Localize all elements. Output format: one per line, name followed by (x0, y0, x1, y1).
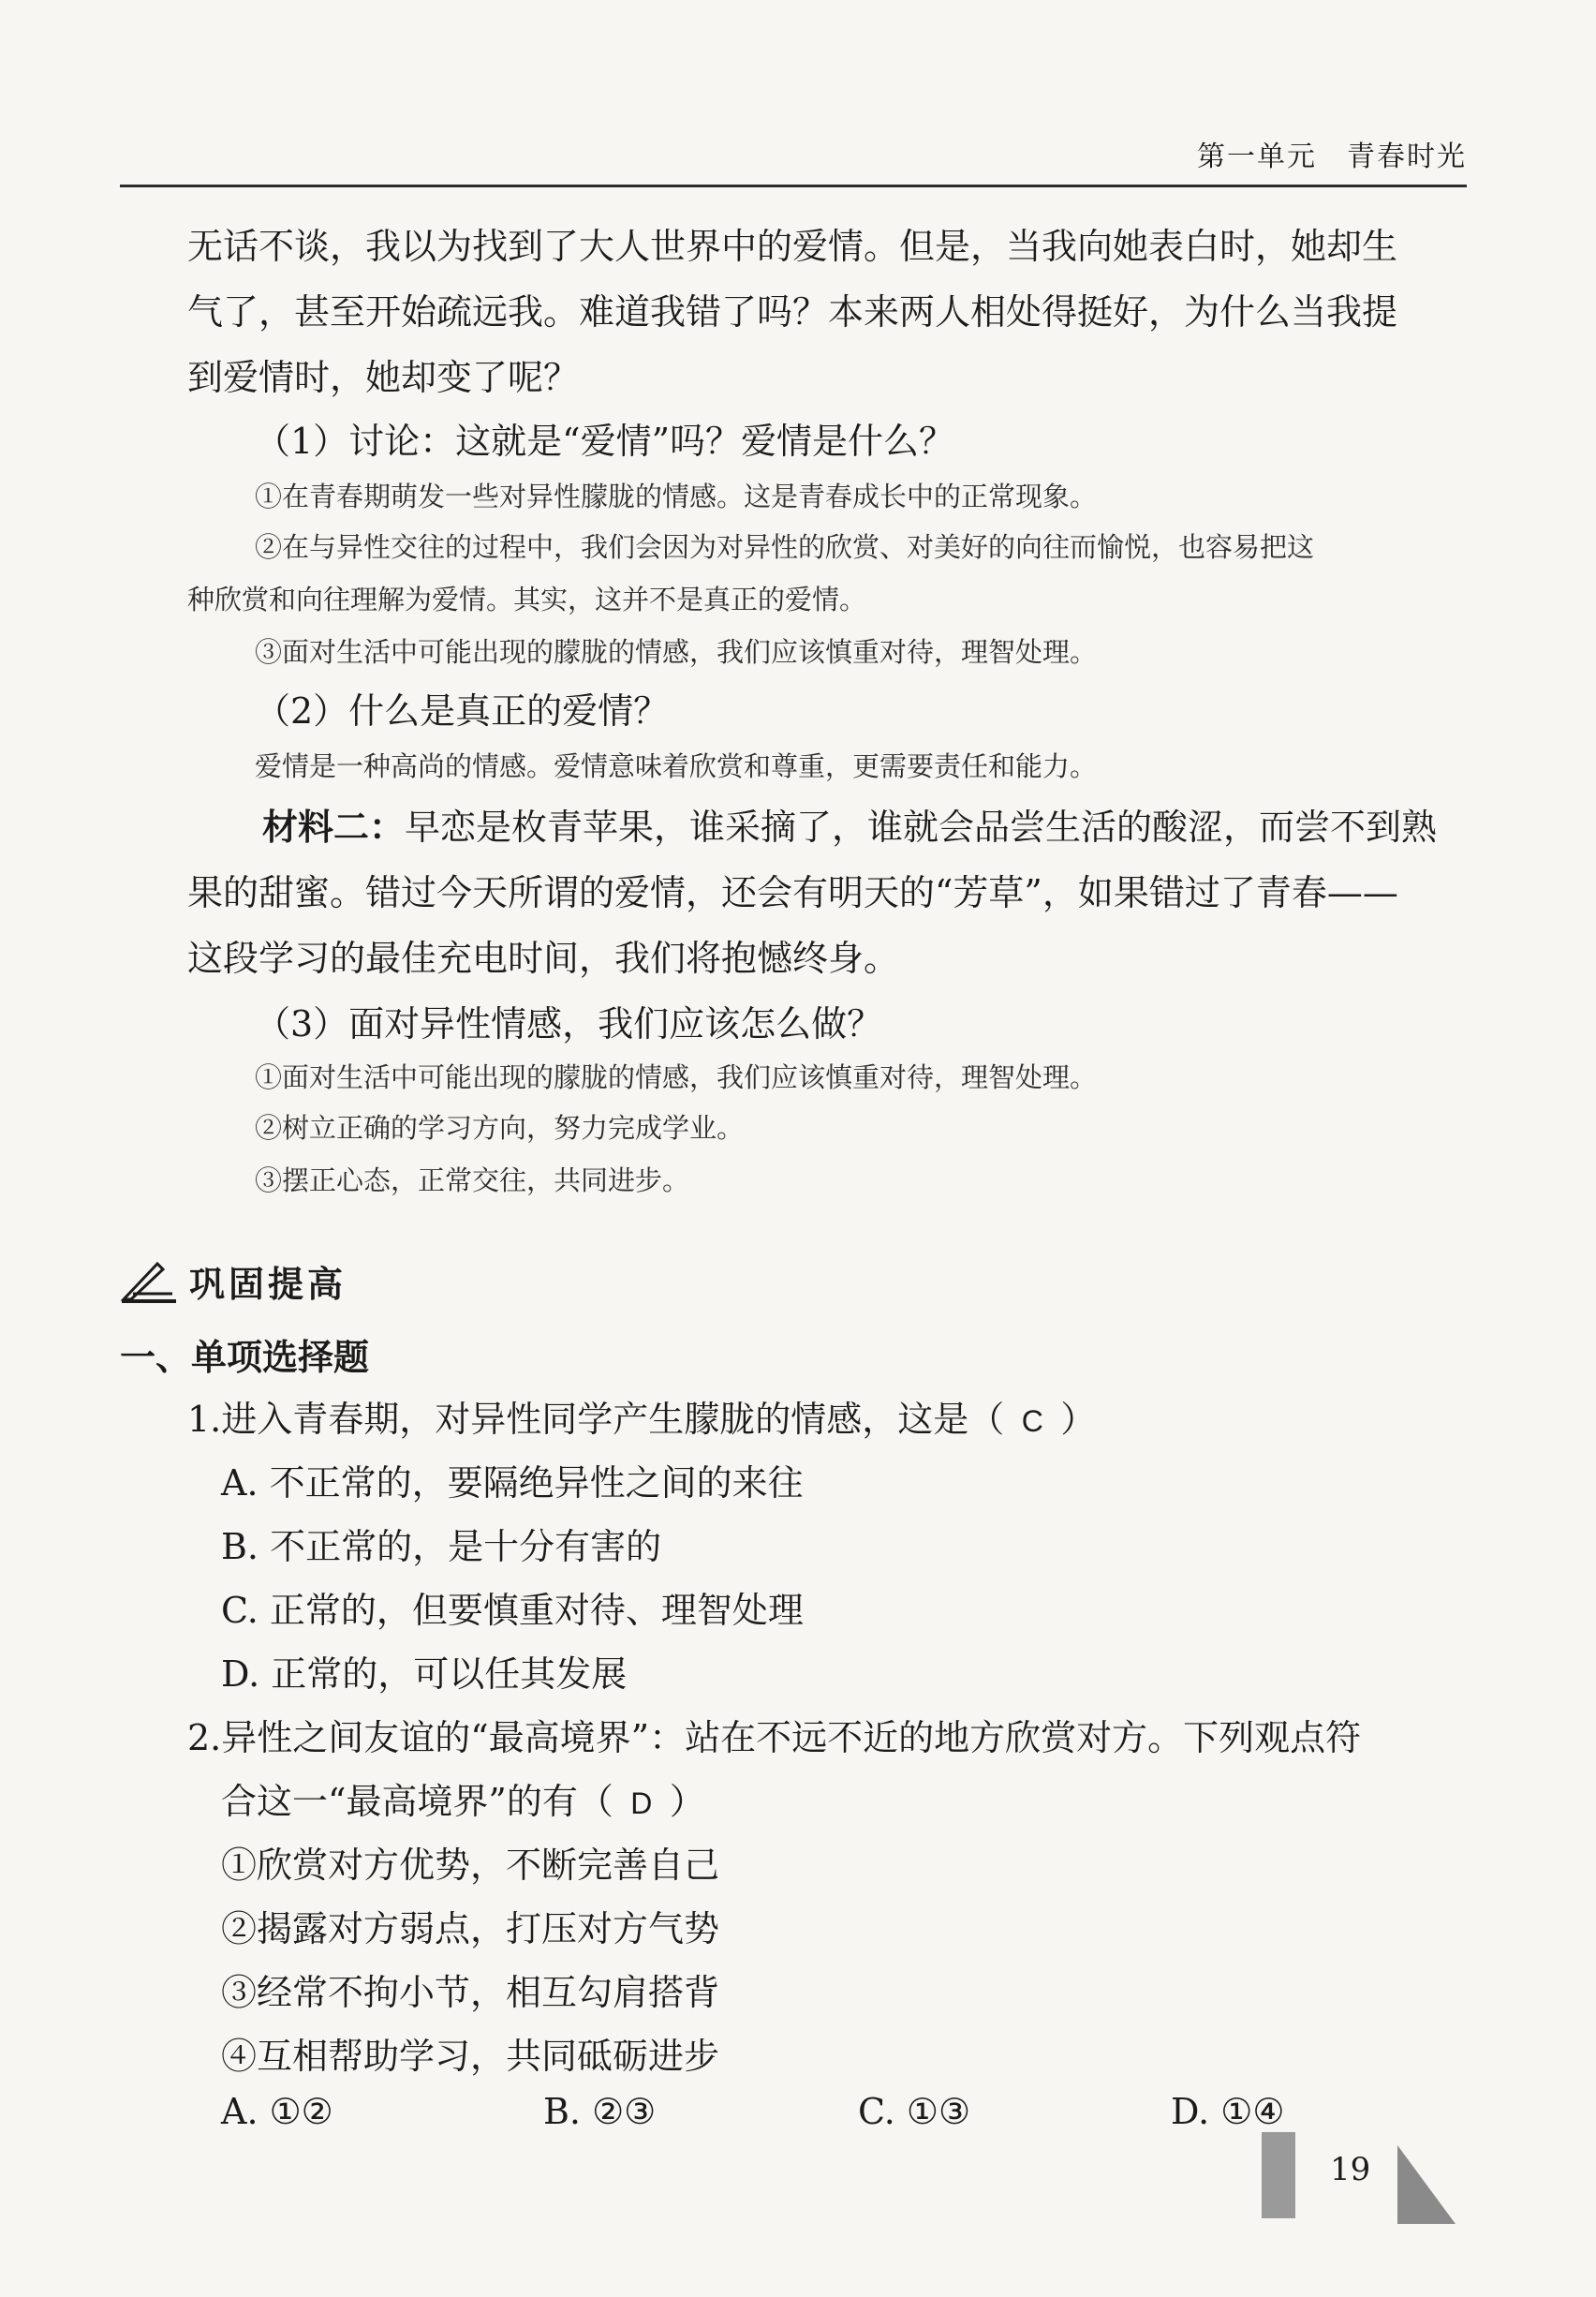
mc-2-stem-close: ） (669, 1781, 705, 1822)
intro-line-1: 无话不谈，我以为找到了大人世界中的爱情。但是，当我向她表白时，她却生 (187, 226, 1398, 267)
mc-1-stem-close: ） (1060, 1399, 1097, 1440)
mc-1-option-a: A. 不正常的，要隔绝异性之间的来往 (221, 1462, 804, 1504)
mc-2-statement-4: ④互相帮助学习，共同砥砺进步 (221, 2036, 720, 2077)
material-2-line-2: 果的甜蜜。错过今天所谓的爱情，还会有明天的“芳草”，如果错过了青春—— (187, 872, 1398, 913)
mc-2-option-b: B. ②③ (543, 2091, 657, 2132)
section-heading (120, 1255, 347, 1307)
pencil-ruler-icon (120, 1260, 178, 1303)
material-2-label: 材料二： (262, 806, 406, 848)
question-3-answer-2: ②树立正确的学习方向，努力完成学业。 (255, 1112, 745, 1144)
question-1-answer-2b: 种欣赏和向往理解为爱情。其实，这并不是真正的爱情。 (187, 584, 867, 615)
page-number: 19 (1330, 2151, 1371, 2188)
mc-2-statement-3: ③经常不拘小节，相互勾肩搭背 (221, 1972, 720, 2013)
intro-line-3: 到爱情时，她却变了呢？ (187, 357, 580, 398)
mc-2-option-d: D. ①④ (1171, 2091, 1285, 2132)
mc-2-option-c: C. ①③ (858, 2091, 971, 2132)
corner-triangle-icon (1397, 2145, 1456, 2224)
header-rule (120, 185, 1467, 187)
question-1-answer-3: ③面对生活中可能出现的朦胧的情感，我们应该慎重对待，理智处理。 (255, 636, 1098, 668)
unit-title: 第一单元 青春时光 (1197, 141, 1467, 173)
question-2-title: （2）什么是真正的爱情？ (255, 690, 670, 732)
mc-1-stem-text: 1.进入青春期，对异性同学产生朦胧的情感，这是（ (187, 1399, 1005, 1440)
question-2-answer: 爱情是一种高尚的情感。爱情意味着欣赏和尊重，更需要责任和能力。 (255, 750, 1098, 782)
mc-2-statement-1: ①欣赏对方优势，不断完善自己 (221, 1845, 720, 1886)
material-2-line-3: 这段学习的最佳充电时间，我们将抱憾终身。 (187, 938, 900, 979)
mc-2-option-a: A. ①② (221, 2091, 333, 2132)
question-1-answer-2a: ②在与异性交往的过程中，我们会因为对异性的欣赏、对美好的向往而愉悦，也容易把这 (255, 531, 1315, 563)
mc-2-answer: D (630, 1786, 653, 1820)
section-title: 巩固提高 (189, 1264, 347, 1305)
question-3-answer-1: ①面对生活中可能出现的朦胧的情感，我们应该慎重对待，理智处理。 (255, 1061, 1098, 1093)
mc-1-answer: C (1021, 1404, 1043, 1438)
page-header (120, 120, 1467, 187)
question-3-title: （3）面对异性情感，我们应该怎么做？ (255, 1003, 883, 1045)
mc-2-stem-text: 合这一“最高境界”的有（ (221, 1781, 613, 1822)
material-2-line-1 (262, 798, 1437, 850)
question-3-answer-3: ③摆正心态，正常交往，共同进步。 (255, 1164, 690, 1196)
material-2-text-1: 早恋是枚青苹果，谁采摘了，谁就会品尝生活的酸涩，而尝不到熟 (405, 807, 1438, 848)
mc-2-stem-1: 2.异性之间友谊的“最高境界”：站在不远不近的地方欣赏对方。下列观点符 (187, 1717, 1362, 1758)
mc-1-option-d: D. 正常的，可以任其发展 (221, 1653, 628, 1695)
mc-1-stem (187, 1390, 1096, 1442)
mc-2-stem-2 (221, 1772, 705, 1824)
mc-2-statement-2: ②揭露对方弱点，打压对方气势 (221, 1908, 720, 1949)
question-1-title: （1）讨论：这就是“爱情”吗？爱情是什么？ (255, 421, 955, 462)
question-1-answer-1: ①在青春期萌发一些对异性朦胧的情感。这是青春成长中的正常现象。 (255, 481, 1098, 512)
mc-1-option-c: C. 正常的，但要慎重对待、理智处理 (221, 1590, 804, 1631)
mc-1-option-b: B. 不正常的，是十分有害的 (221, 1526, 662, 1567)
intro-line-2: 气了，甚至开始疏远我。难道我错了吗？本来两人相处得挺好，为什么当我提 (187, 291, 1398, 333)
part-1-title: 一、单项选择题 (120, 1337, 370, 1378)
footer-bar (1262, 2132, 1295, 2218)
